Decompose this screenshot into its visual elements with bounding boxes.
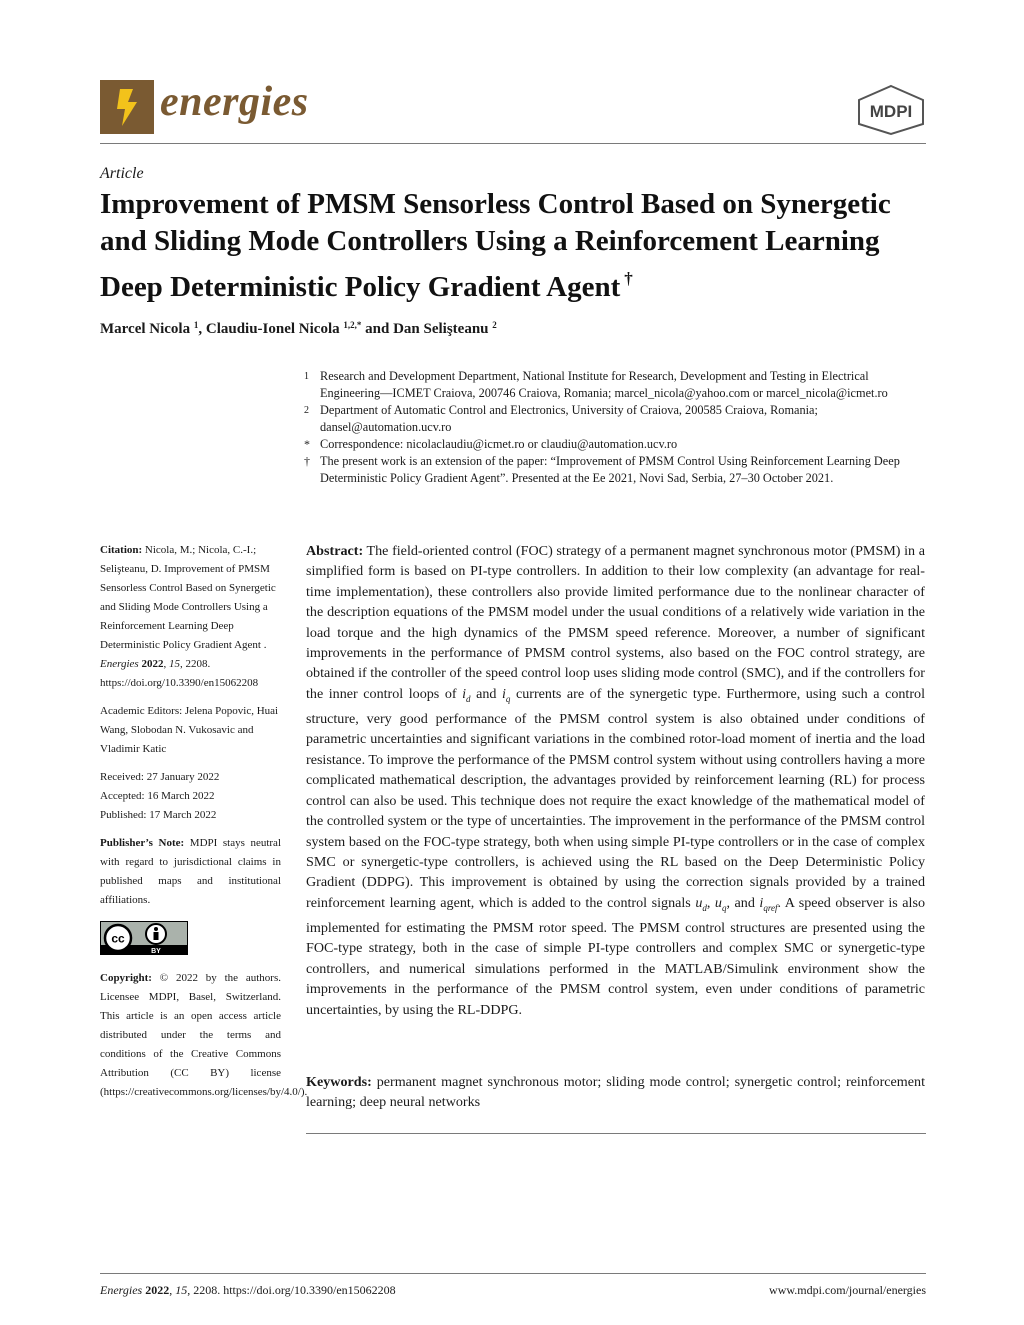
math-subscript: qref (763, 902, 778, 913)
affiliation-text: Department of Automatic Control and Electronics, University of Craiova, 200585 Craiova, Romania; dansel@automation.ucv.ro (320, 403, 818, 434)
article-type: Article (100, 165, 144, 182)
citation-text: Nicola, M.; Nicola, C.-I.; Selişteanu, D. Improvement of PMSM Sensorless Control Based on Synergetic and Sliding Mode Controllers Using a Reinforcement Learning Deep Deterministic Policy Gradient Agent . (100, 544, 276, 651)
footer-year: 2022 (145, 1283, 170, 1297)
section-divider (306, 1133, 926, 1134)
citation-label: Citation: (100, 544, 143, 556)
sidebar (100, 541, 308, 1102)
paper-title-text: Improvement of PMSM Sensorless Control Based on Synergetic and Sliding Mode Controllers Using a Reinforcement Learning Deep Deterministic Policy Gradient Agent (100, 188, 891, 303)
author-list (100, 320, 497, 338)
abstract-text: The field-oriented control (FOC) strategy of a permanent magnet synchronous motor (PMSM) in a simplified form is based on PI-type controllers. In addition to their low complexity (an advantage for real-time implementation), these controllers also provide limited performance due to the nonlinear character of the description equations of the PMSM model under the usual conditions of a relatively wide variation in the load torque and the high dynamics of the PMSM speed reference. Moreover, a number of significant improvements in the performance of PMSM control systems, also based on the FOC control strategy, are obtained if the controller of the speed control loop uses sliding mode control (SMC), and if the controllers for the inner control loops of (306, 543, 925, 702)
author-name: Claudiu-Ionel Nicola (205, 321, 340, 337)
svg-text:BY: BY (151, 948, 161, 955)
citation-volume: 15 (168, 658, 180, 670)
math-var: u (695, 894, 703, 911)
publisher-note-label: Publisher’s Note: (100, 837, 185, 849)
author-separator: , (198, 321, 206, 337)
abstract-text: , and (726, 894, 760, 911)
keywords (306, 1072, 925, 1113)
math-var: u (714, 894, 722, 911)
footer-journal-url[interactable]: www.mdpi.com/journal/energies (769, 1283, 926, 1297)
copyright-text: © 2022 by the authors. Licensee MDPI, Basel, Switzerland. This article is an open access article distributed under the terms and conditions of the Creative Commons Attribution (CC BY) license (https://creativecommons.org/licenses/by/4.0/). (100, 972, 308, 1098)
author-name: Dan Selişteanu (393, 321, 489, 337)
received-date: Received: 27 January 2022 (100, 771, 220, 783)
math-subscript: q (721, 902, 727, 913)
affiliation-mark: 1 (304, 371, 309, 382)
math-subscript: q (505, 693, 511, 704)
math-subscript: d (466, 693, 471, 704)
author-separator: and (361, 321, 394, 337)
author-affiliation-mark: 2 (492, 320, 497, 330)
affiliation-text: Research and Development Department, National Institute for Research, Development and Testing in Electrical Engineering—ICMET Craiova, 200746 Craiova, Romania; marcel_nicola@yahoo.com or marcel_nicola@icmet.ro (320, 369, 888, 400)
journal-name: energies (160, 79, 309, 125)
footer-divider (100, 1273, 926, 1274)
extension-note-text: The present work is an extension of the paper: “Improvement of PMSM Control Using Reinforcement Learning Deep Deterministic Policy Gradient Agent”. Presented at the Ee 2021, Novi Sad, Serbia, 27–30 October 2021. (320, 454, 900, 485)
correspondence-item (304, 436, 926, 453)
footer-journal: Energies (100, 1283, 143, 1297)
publisher-note-text: MDPI stays neutral with regard to jurisdictional claims in published maps and institutional affiliations. (100, 837, 281, 906)
footer-citation: Energies 2022, 15, 2208. https://doi.org/10.3390/en15062208 (100, 1283, 396, 1297)
math-subscript: d (702, 902, 707, 913)
publisher-note (100, 834, 281, 910)
affiliations (304, 368, 926, 487)
affiliation-mark: * (304, 437, 310, 451)
mdpi-logo (855, 84, 927, 136)
lightning-bolt-icon (100, 80, 154, 134)
copyright-notice (100, 969, 308, 1102)
affiliation-mark: 2 (304, 405, 309, 416)
journal-logo (100, 80, 154, 134)
math-var: i (759, 894, 764, 911)
cc-by-license-badge[interactable] (100, 921, 188, 955)
svg-text:MDPI: MDPI (869, 102, 913, 121)
affiliation-mark: † (304, 454, 310, 468)
abstract-text: . A speed observer is also implemented for estimating the PMSM rotor speed. The PMSM control structures are presented using the FOC-type strategy, both in the case of simple PI-type controllers and complex SMC or synergetic-type controllers, and numerical simulations performed in the MATLAB/Simulink environment show the improvements in the performance of the PMSM control system, even under conditions of parametric uncertainties, by using the RL-DDPG. (306, 894, 926, 1018)
author-name: Marcel Nicola (100, 321, 191, 337)
extension-note-item (304, 453, 926, 487)
author-affiliation-mark: 1,2,* (343, 320, 362, 330)
math-var: i (502, 685, 506, 702)
math-var: i (462, 685, 467, 702)
affiliation-item (304, 402, 926, 436)
accepted-date: Accepted: 16 March 2022 (100, 790, 215, 802)
svg-text:cc: cc (111, 931, 125, 946)
abstract (306, 541, 925, 1020)
abstract-label: Abstract: (306, 543, 364, 559)
academic-editors: Academic Editors: Jelena Popovic, Huai Wang, Slobodan N. Vukosavic and Vladimir Katic (100, 705, 279, 755)
citation-year: 2022 (141, 658, 164, 670)
abstract-text: and (470, 685, 502, 702)
affiliation-item (304, 368, 926, 402)
keywords-text: permanent magnet synchronous motor; sliding mode control; synergetic control; reinforcement learning; deep neural networks (306, 1074, 925, 1111)
paper-title (100, 186, 930, 306)
citation-doi: , 2208. https://doi.org/10.3390/en15062208 (100, 658, 259, 689)
abstract-text: , (706, 894, 715, 911)
abstract-text: currents are of the synergetic type. Furthermore, using such a control structure, very good performance of the PMSM control system is also obtained under conditions of parametric uncertainties and significant variations in the combined rotor-load moment of inertia and the load resistance. To improve the performance of the PMSM control system without using controllers having a more complicated mathematical description, the advantages provided by reinforcement learning (RL) for process control can also be used. This technique does not require the exact knowledge of the mathematical model of the controlled system or the type of uncertainties. The improvement in the performance of the PMSM control system based on the FOC-type strategy, both when using simple PI-type controllers or in the case of complex SMC or synergetic-type controllers, is achieved using the RL based on the Deep Deterministic Policy Gradient (DDPG). This improvement is obtained by using the correction signals provided by a trained reinforcement learning agent, which is added to the control signals (306, 685, 925, 911)
citation-journal: Energies (100, 658, 139, 670)
footer-doi: , 2208. https://doi.org/10.3390/en15062208 (187, 1283, 396, 1297)
keywords-label: Keywords: (306, 1074, 372, 1090)
title-dagger: † (624, 269, 633, 288)
citation-block: Citation: Nicola, M.; Nicola, C.-I.; Selişteanu, D. Improvement of PMSM Sensorless Control Based on Synergetic and Sliding Mode Controllers Using a Reinforcement Learning Deep Deterministic Policy Gradient Agent . Energies 2022, 15, 2208. https://doi.org/10.3390/en15062208 (100, 544, 276, 689)
published-date: Published: 17 March 2022 (100, 809, 217, 821)
header-divider (100, 143, 926, 144)
correspondence-text: Correspondence: nicolaclaudiu@icmet.ro or claudiu@automation.ucv.ro (320, 437, 678, 451)
author-affiliation-mark: 1 (193, 320, 199, 330)
footer-volume: 15 (175, 1283, 188, 1297)
copyright-label: Copyright: (100, 972, 152, 984)
